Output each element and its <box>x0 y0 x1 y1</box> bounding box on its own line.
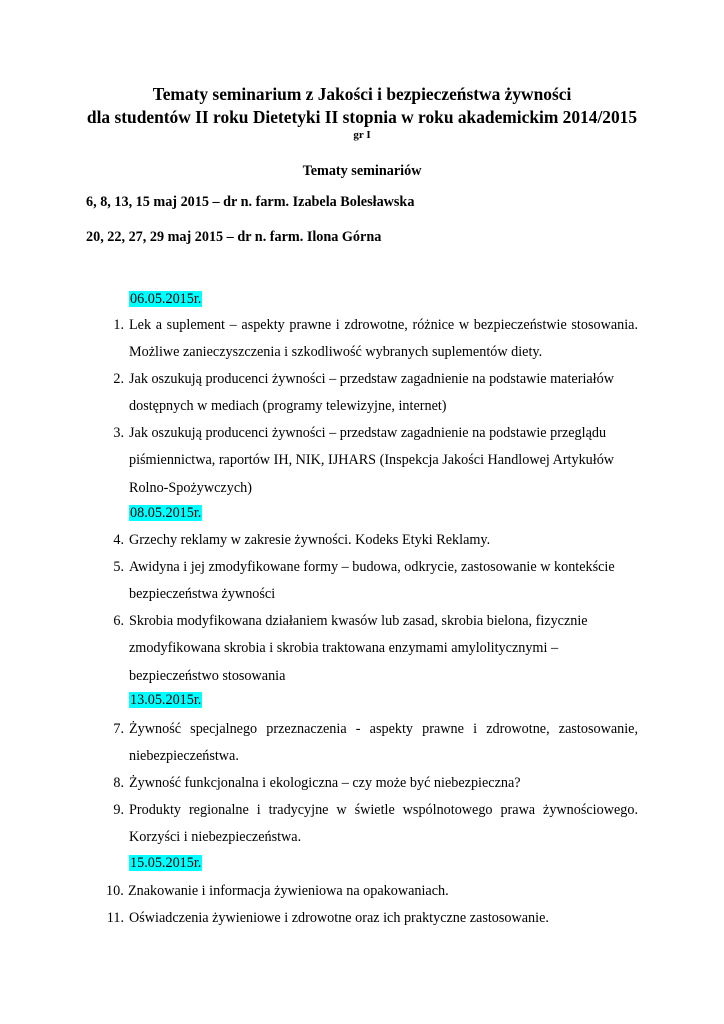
item-text: Lek a suplement – aspekty prawne i zdrowotne, różnice w bezpieczeństwie stosowania. Możliwe zanieczyszczenia i szkodliwość wybranych suplementów diety. <box>129 317 638 361</box>
item-number: 8. <box>113 775 124 791</box>
list-item <box>90 608 610 690</box>
list-item <box>90 905 638 932</box>
list-item <box>90 770 638 797</box>
item-number: 11. <box>106 910 124 926</box>
group-label: gr I <box>353 129 371 141</box>
item-text: Znakowanie i informacja żywieniowa na opakowaniach. <box>128 883 449 899</box>
list-item <box>90 527 638 554</box>
item-number: 6. <box>113 613 124 629</box>
list-item <box>90 797 638 852</box>
list-item <box>90 312 638 367</box>
item-text: Oświadczenia żywieniowe i zdrowotne oraz ich praktyczne zastosowanie. <box>129 910 549 926</box>
item-text: Grzechy reklamy w zakresie żywności. Kodeks Etyki Reklamy. <box>129 532 491 548</box>
teacher-schedule-1: 6, 8, 13, 15 maj 2015 – dr n. farm. Izabela Bolesławska <box>86 194 415 210</box>
section-heading: Tematy seminariów <box>302 163 422 179</box>
item-number: 1. <box>113 317 124 333</box>
item-number: 3. <box>113 425 124 441</box>
item-number: 4. <box>113 532 124 548</box>
item-text: Żywność funkcjonalna i ekologiczna – czy może być niebezpieczna? <box>129 775 521 791</box>
session-date <box>129 690 202 711</box>
item-text: Jak oszukują producenci żywności – przedstaw zagadnienie na podstawie przeglądu piśmiennictwa, raportów IH, NIK, IJHARS (Inspekcja Jakości Handlowej Artykułów Rolno-Spożywczych) <box>129 425 615 496</box>
list-item <box>90 420 638 502</box>
item-number: 9. <box>113 802 124 818</box>
list-item <box>90 554 638 609</box>
teacher-schedule-2: 20, 22, 27, 29 maj 2015 – dr n. farm. Ilona Górna <box>86 229 382 245</box>
session-date <box>129 289 202 310</box>
session-date <box>129 853 202 874</box>
session-date <box>129 503 202 524</box>
date-highlight: 08.05.2015r. <box>130 505 202 521</box>
item-text: Produkty regionalne i tradycyjne w świetle wspólnotowego prawa żywnościowego. Korzyści i niebezpieczeństwa. <box>129 802 638 846</box>
document-title-line1: Tematy seminarium z Jakości i bezpieczeństwa żywności <box>152 84 572 104</box>
item-number: 5. <box>113 559 124 575</box>
list-item <box>90 716 638 771</box>
item-text: Żywność specjalnego przeznaczenia - aspekty prawne i zdrowotne, zastosowanie, niebezpieczeństwa. <box>129 721 638 765</box>
item-text: Awidyna i jej zmodyfikowane formy – budowa, odkrycie, zastosowanie w kontekście bezpieczeństwa żywności <box>129 559 615 603</box>
date-highlight: 15.05.2015r. <box>130 855 202 871</box>
list-item <box>90 366 638 421</box>
item-number: 10. <box>106 883 124 899</box>
date-highlight: 13.05.2015r. <box>130 692 202 708</box>
item-text: Jak oszukują producenci żywności – przedstaw zagadnienie na podstawie materiałów dostępnych w mediach (programy telewizyjne, internet) <box>129 371 614 415</box>
item-text: Skrobia modyfikowana działaniem kwasów lub zasad, skrobia bielona, fizycznie zmodyfikowana skrobia i skrobia traktowana enzymami amylolitycznymi – bezpieczeństwo stosowania <box>129 613 588 684</box>
item-number: 7. <box>113 721 124 737</box>
list-item <box>90 878 638 905</box>
document-title-line2: dla studentów II roku Dietetyki II stopnia w roku akademickim 2014/2015 <box>86 107 638 127</box>
date-highlight: 06.05.2015r. <box>130 291 202 307</box>
item-number: 2. <box>113 371 124 387</box>
